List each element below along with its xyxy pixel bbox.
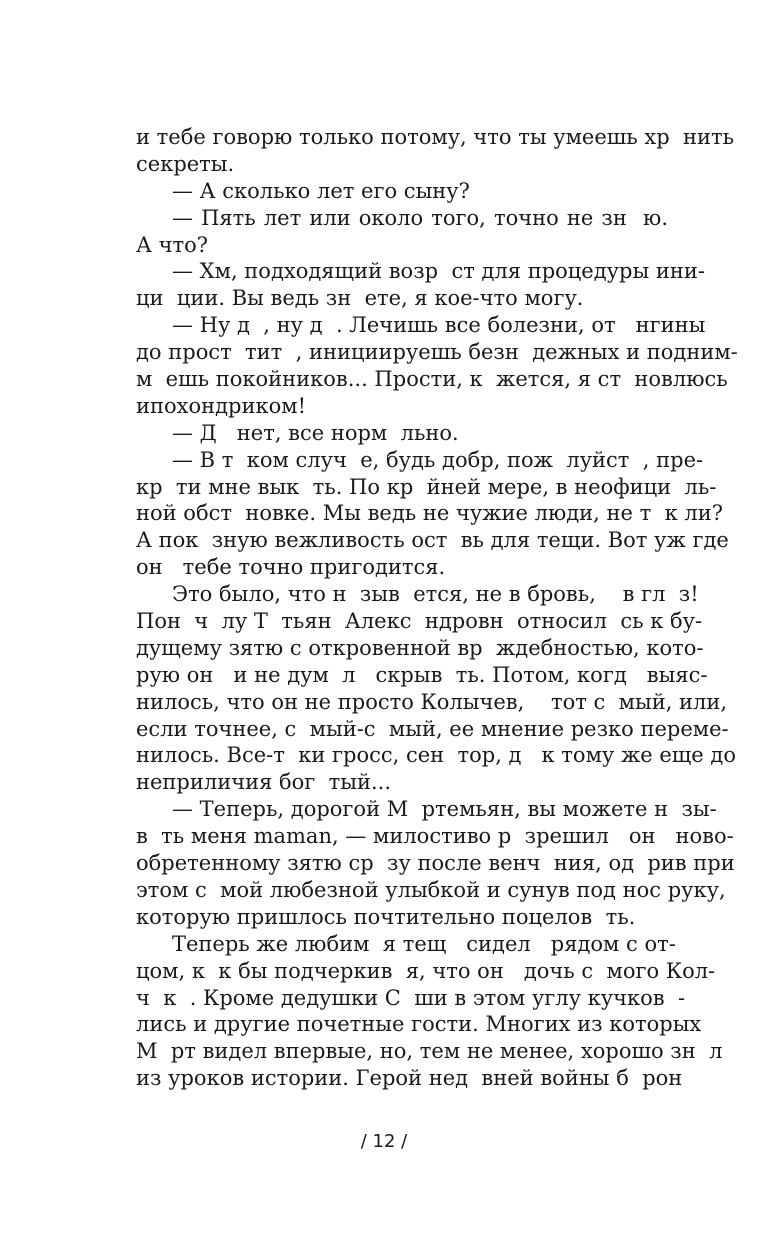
text-line: кр ти мне вык ть. По кр йней мере, в неофици ль-: [136, 474, 717, 499]
text-line: в ть меня maman, — милостиво р зрешил он ново-: [136, 824, 734, 849]
text-line: ипохондриком!: [136, 393, 307, 418]
text-line: из уроков истории. Герой нед вней войны б рон: [136, 1066, 683, 1091]
text-line: ци ции. Вы ведь зн ете, я кое-что могу.: [136, 286, 584, 311]
text-line: этом с мой любезной улыбкой и сунув под нос руку,: [136, 877, 726, 902]
text-line: Это было, что н зыв ется, не в бровь, в гл з!: [172, 582, 699, 607]
text-line: — Пять лет или около того, точно не зн ю.: [172, 205, 668, 230]
text-line: — Хм, подходящий возр ст для процедуры ини-: [172, 259, 705, 284]
text-line: нилось, что он не просто Колычев, тот с мый, или,: [136, 689, 728, 714]
text-line: М рт видел впервые, но, тем не менее, хорошо зн л: [136, 1039, 723, 1064]
text-line: обретенному зятю ср зу после венч ния, од рив при: [136, 851, 735, 876]
text-line: — В т ком случ е, будь добр, пож луйст , пре-: [172, 447, 704, 472]
page-number: / 12 /: [360, 1131, 408, 1152]
text-line: — А сколько лет его сыну?: [172, 178, 470, 203]
text-line: секреты.: [136, 151, 235, 176]
text-line: А что?: [136, 232, 208, 257]
text-line: нилось. Все-т ки гросс, сен тор, д к тому же еще до: [136, 743, 736, 768]
text-line: — Теперь, дорогой М ртемьян, вы можете н зы-: [172, 797, 717, 822]
text-line: и тебе говорю только потому, что ты умеешь хр нить: [136, 125, 735, 149]
text-line: если точнее, с мый-с мый, ее мнение резко переме-: [136, 716, 729, 741]
text-line: он тебе точно пригодится.: [136, 555, 446, 580]
text-line: лись и другие почетные гости. Многих из которых: [136, 1012, 702, 1037]
text-line: — Ну д , ну д . Лечишь все болезни, от нгины: [172, 313, 706, 338]
text-line: ч к . Кроме дедушки С ши в этом углу кучков -: [136, 985, 686, 1010]
text-line: А пок зную вежливость ост вь для тещи. Вот уж где: [136, 528, 729, 553]
text-line: м ешь покойников... Прости, к жется, я ст новлюсь: [136, 367, 728, 392]
text-line: неприличия бог тый...: [136, 770, 391, 795]
text-line: дущему зятю с откровенной вр ждебностью, кото-: [136, 635, 704, 660]
text-line: которую пришлось почтительно поцелов ть.: [136, 904, 636, 929]
text-line: рую он и не дум л скрыв ть. Потом, когд выяс-: [136, 662, 708, 687]
text-line: цом, к к бы подчеркив я, что он дочь с мого Кол-: [136, 958, 716, 983]
text-line: ной обст новке. Мы ведь не чужие люди, не т к ли?: [136, 501, 723, 526]
text-line: Теперь же любим я тещ сидел рядом с от-: [172, 931, 676, 956]
text-line: Пон ч лу Т тьян Алекс ндровн относил сь к бу-: [136, 609, 703, 634]
text-line: до прост тит , инициируешь безн дежных и подним-: [136, 340, 738, 365]
text-line: — Д нет, все норм льно.: [172, 420, 459, 445]
body-text: [136, 124, 738, 1092]
